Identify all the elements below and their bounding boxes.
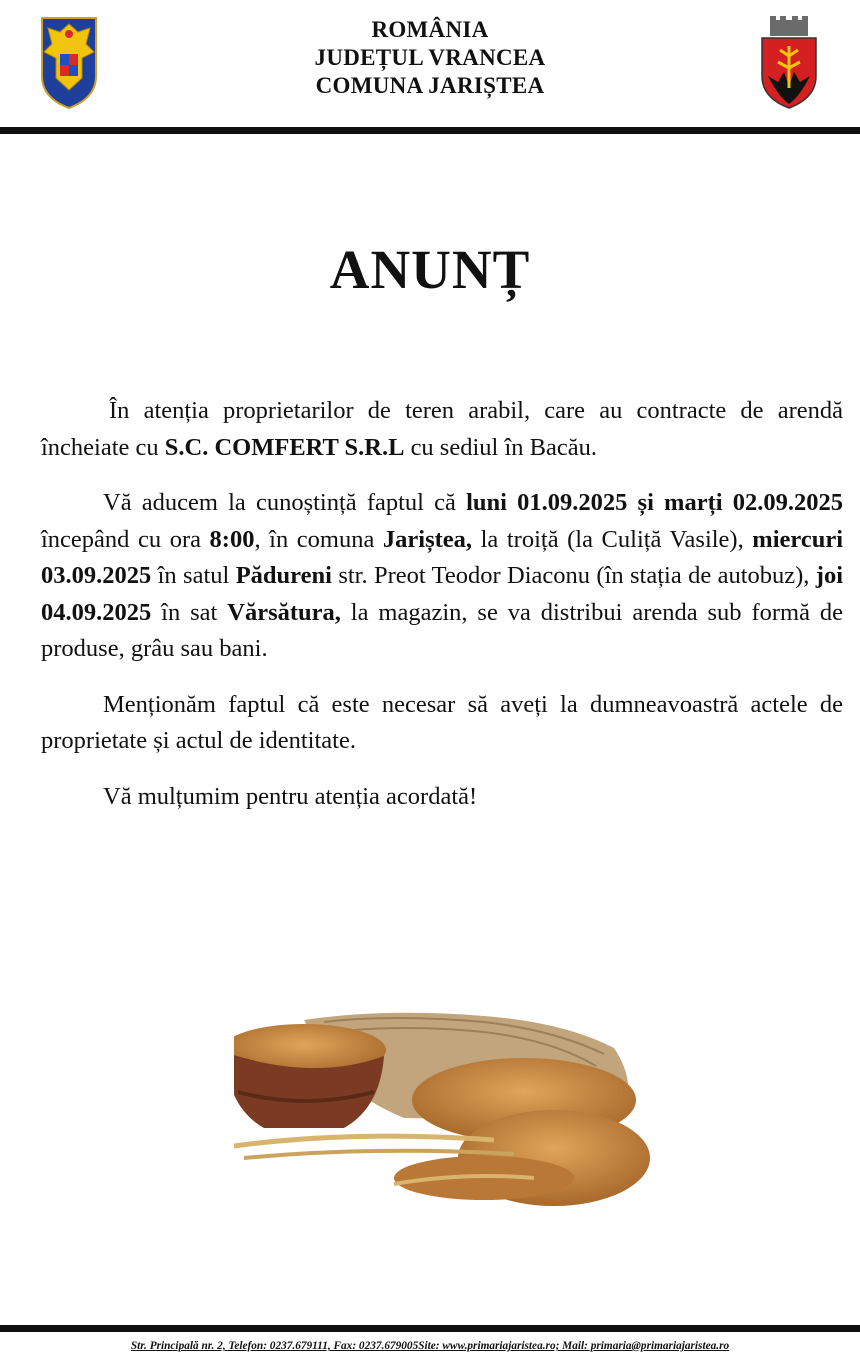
paragraph-documents: Menționăm faptul că este necesar să aveți la dumneavoastră actele de proprietate și actul de identitate. [41,690,843,754]
paragraph-schedule: Vă aducem la cunoștință faptul că luni 01.09.2025 și marți 02.09.2025 începând cu ora 8:00, în comuna Jariștea, la troiță (la Culiță Vasile), miercuri 03.09.2025 în satul Pădureni str. Preot Teodor Diaconu (în stația de autobuz), joi 04.09.2025 în sat Vărsătura, la magazin, se va distribui arenda sub formă de produse, grâu sau bani. [41,489,843,662]
header-line-county: JUDEȚUL VRANCEA [314,45,546,70]
announcement-body [41,393,843,834]
footer-contact: Str. Principală nr. 2, Telefon: 0237.679111, Fax: 0237.679005Site: www.primariajaristea.ro; Mail: primaria@primariajaristea.ro [130,1340,730,1352]
letterhead [0,0,860,132]
wheat-sack-icon [234,1008,650,1212]
paragraph-thanks: Vă mulțumim pentru atenția acordată! [103,782,478,810]
header-line-country: ROMÂNIA [371,17,489,42]
header-divider [0,127,860,134]
header-line-commune: COMUNA JARIȘTEA [315,73,545,98]
jaristea-coat-of-arms-icon [758,16,820,110]
footer-divider [0,1325,860,1332]
company-name: S.C. COMFERT S.R.L [164,433,405,461]
paragraph-intro: În atenția proprietarilor de teren arabil, care au contracte de arendă încheiate cu S.C. COMFERT S.R.L cu sediul în Bacău. [41,397,843,461]
announcement-title: ANUNȚ [329,239,531,300]
